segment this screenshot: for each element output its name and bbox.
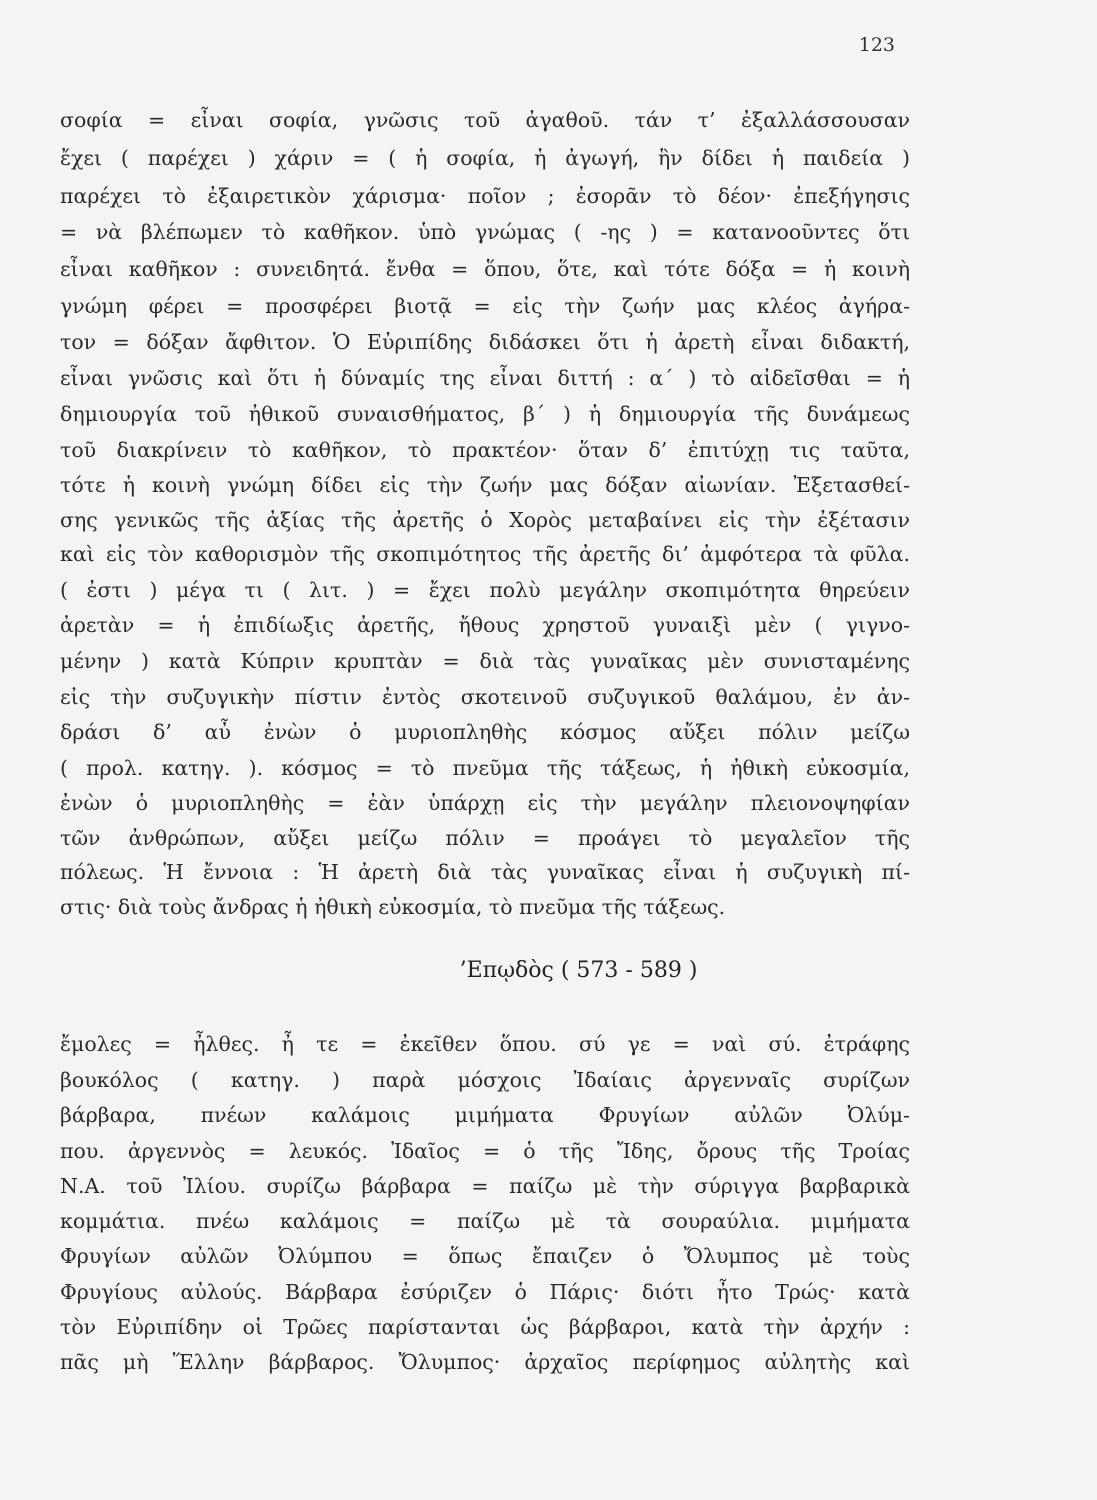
text-line: εἶναι γνῶσις καὶ ὅτι ἡ δύναμίς της εἶναι διττή : α΄ ) τὸ αἰδεῖσθαι = ἡ [60,366,910,390]
text-line: εἰς τὴν συζυγικὴν πίστιν ἐντὸς σκοτεινοῦ συζυγικοῦ θαλάμου, ἐν ἀν- [60,685,910,709]
text-line: που. ἀργεννὸς = λευκός. Ἰδαῖος = ὁ τῆς Ἴδης, ὄρους τῆς Τροίας [60,1139,910,1163]
text-line: σοφία = εἶναι σοφία, γνῶσις τοῦ ἀγαθοῦ. τάν τ’ ἐξαλλάσσουσαν [60,108,910,132]
text-line: βουκόλος ( κατηγ. ) παρὰ μόσχοις Ἰδαίαις ἀργενναῖς συρίζων [60,1068,910,1092]
text-line: γνώμη φέρει = προσφέρει βιοτᾷ = εἰς τὴν ζωήν μας κλέος ἀγήρα- [60,294,910,318]
text-line: κομμάτια. πνέω καλάμοις = παίζω μὲ τὰ σουραύλια. μιμήματα [60,1209,910,1233]
text-line: μένην ) κατὰ Κύπριν κρυπτὰν = διὰ τὰς γυναῖκας μὲν συνισταμένης [60,649,910,673]
text-line: τοῦ διακρίνειν τὸ καθῆκον, τὸ πρακτέον· ὅταν δ’ ἐπιτύχῃ τις ταῦτα, [60,438,910,462]
text-line: βάρβαρα, πνέων καλάμοις μιμήματα Φρυγίων αὐλῶν Ὀλύμ- [60,1103,910,1127]
text-line: ( προλ. κατηγ. ). κόσμος = τὸ πνεῦμα τῆς τάξεως, ἡ ἠθικὴ εὐκοσμία, [60,756,910,780]
text-line: τον = δόξαν ἄφθιτον. Ὁ Εὐριπίδης διδάσκει ὅτι ἡ ἀρετὴ εἶναι διδακτή, [60,330,910,354]
text-line: σης γενικῶς τῆς ἀξίας τῆς ἀρετῆς ὁ Χορὸς μεταβαίνει εἰς τὴν ἐξέτασιν [60,508,910,532]
text-line: παρέχει τὸ ἐξαιρετικὸν χάρισμα· ποῖον ; ἐσορᾶν τὸ δέον· ἐπεξήγησις [60,184,910,208]
section-heading [0,958,1097,983]
text-line: ( ἐστι ) μέγα τι ( λιτ. ) = ἔχει πολὺ μεγάλην σκοπιμότητα θηρεύειν [60,578,910,602]
text-line: τότε ἡ κοινὴ γνώμη δίδει εἰς τὴν ζωήν μας δόξαν αἰωνίαν. Ἐξετασθεί- [60,473,910,497]
text-line: καὶ εἰς τὸν καθορισμὸν τῆς σκοπιμότητος τῆς ἀρετῆς δι’ ἀμφότερα τὰ φῦλα. [60,542,910,566]
text-line: ἔμολες = ἦλθες. ἦ τε = ἐκεῖθεν ὅπου. σύ γε = ναὶ σύ. ἐτράφης [60,1032,910,1056]
text-line: πόλεως. Ἡ ἔννοια : Ἡ ἀρετὴ διὰ τὰς γυναῖκας εἶναι ἡ συζυγικὴ πί- [60,860,910,884]
text-line: Φρυγίους αὐλούς. Βάρβαρα ἐσύριζεν ὁ Πάρις· διότι ἦτο Τρώς· κατὰ [60,1280,910,1304]
text-line: ἔχει ( παρέχει ) χάριν = ( ἡ σοφία, ἡ ἀγωγή, ἣν δίδει ἡ παιδεία ) [60,146,910,170]
text-line: Φρυγίων αὐλῶν Ὀλύμπου = ὅπως ἔπαιζεν ὁ Ὄλυμπος μὲ τοὺς [60,1244,910,1268]
text-line: ἐνὼν ὁ μυριοπληθὴς = ἐὰν ὑπάρχῃ εἰς τὴν μεγάλην πλειονοψηφίαν [60,791,910,815]
text-line: Ν.Α. τοῦ Ἰλίου. συρίζω βάρβαρα = παίζω μὲ τὴν σύριγγα βαρβαρικὰ [60,1174,910,1198]
text-line: στις· διὰ τοὺς ἄνδρας ἡ ἠθικὴ εὐκοσμία, τὸ πνεῦμα τῆς τάξεως. [60,895,726,919]
section-heading-text: ’Επῳδὸς ( 573 - 589 ) [459,958,698,983]
text-line: τῶν ἀνθρώπων, αὔξει μείζω πόλιν = προάγει τὸ μεγαλεῖον τῆς [60,826,910,850]
text-line: πᾶς μὴ Ἕλλην βάρβαρος. Ὄλυμπος· ἀρχαῖος περίφημος αὐλητὴς καὶ [60,1350,910,1374]
text-line: δράσι δ’ αὖ ἐνὼν ὁ μυριοπληθὴς κόσμος αὔξει πόλιν μείζω [60,720,910,744]
text-line: τὸν Εὐριπίδην οἱ Τρῶες παρίστανται ὡς βάρβαροι, κατὰ τὴν ἀρχήν : [60,1315,910,1339]
text-line: ἀρετὰν = ἡ ἐπιδίωξις ἀρετῆς, ἤθους χρηστοῦ γυναιξὶ μὲν ( γιγνο- [60,613,910,637]
page-number: 123 [858,34,895,56]
text-line: = νὰ βλέπωμεν τὸ καθῆκον. ὑπὸ γνώμας ( -ης ) = κατανοοῦντες ὅτι [60,220,910,244]
text-line: δημιουργία τοῦ ἠθικοῦ συναισθήματος, β΄ ) ἡ δημιουργία τῆς δυνάμεως [60,402,910,426]
text-line: εἶναι καθῆκον : συνειδητά. ἔνθα = ὅπου, ὅτε, καὶ τότε δόξα = ἡ κοινὴ [60,257,910,281]
